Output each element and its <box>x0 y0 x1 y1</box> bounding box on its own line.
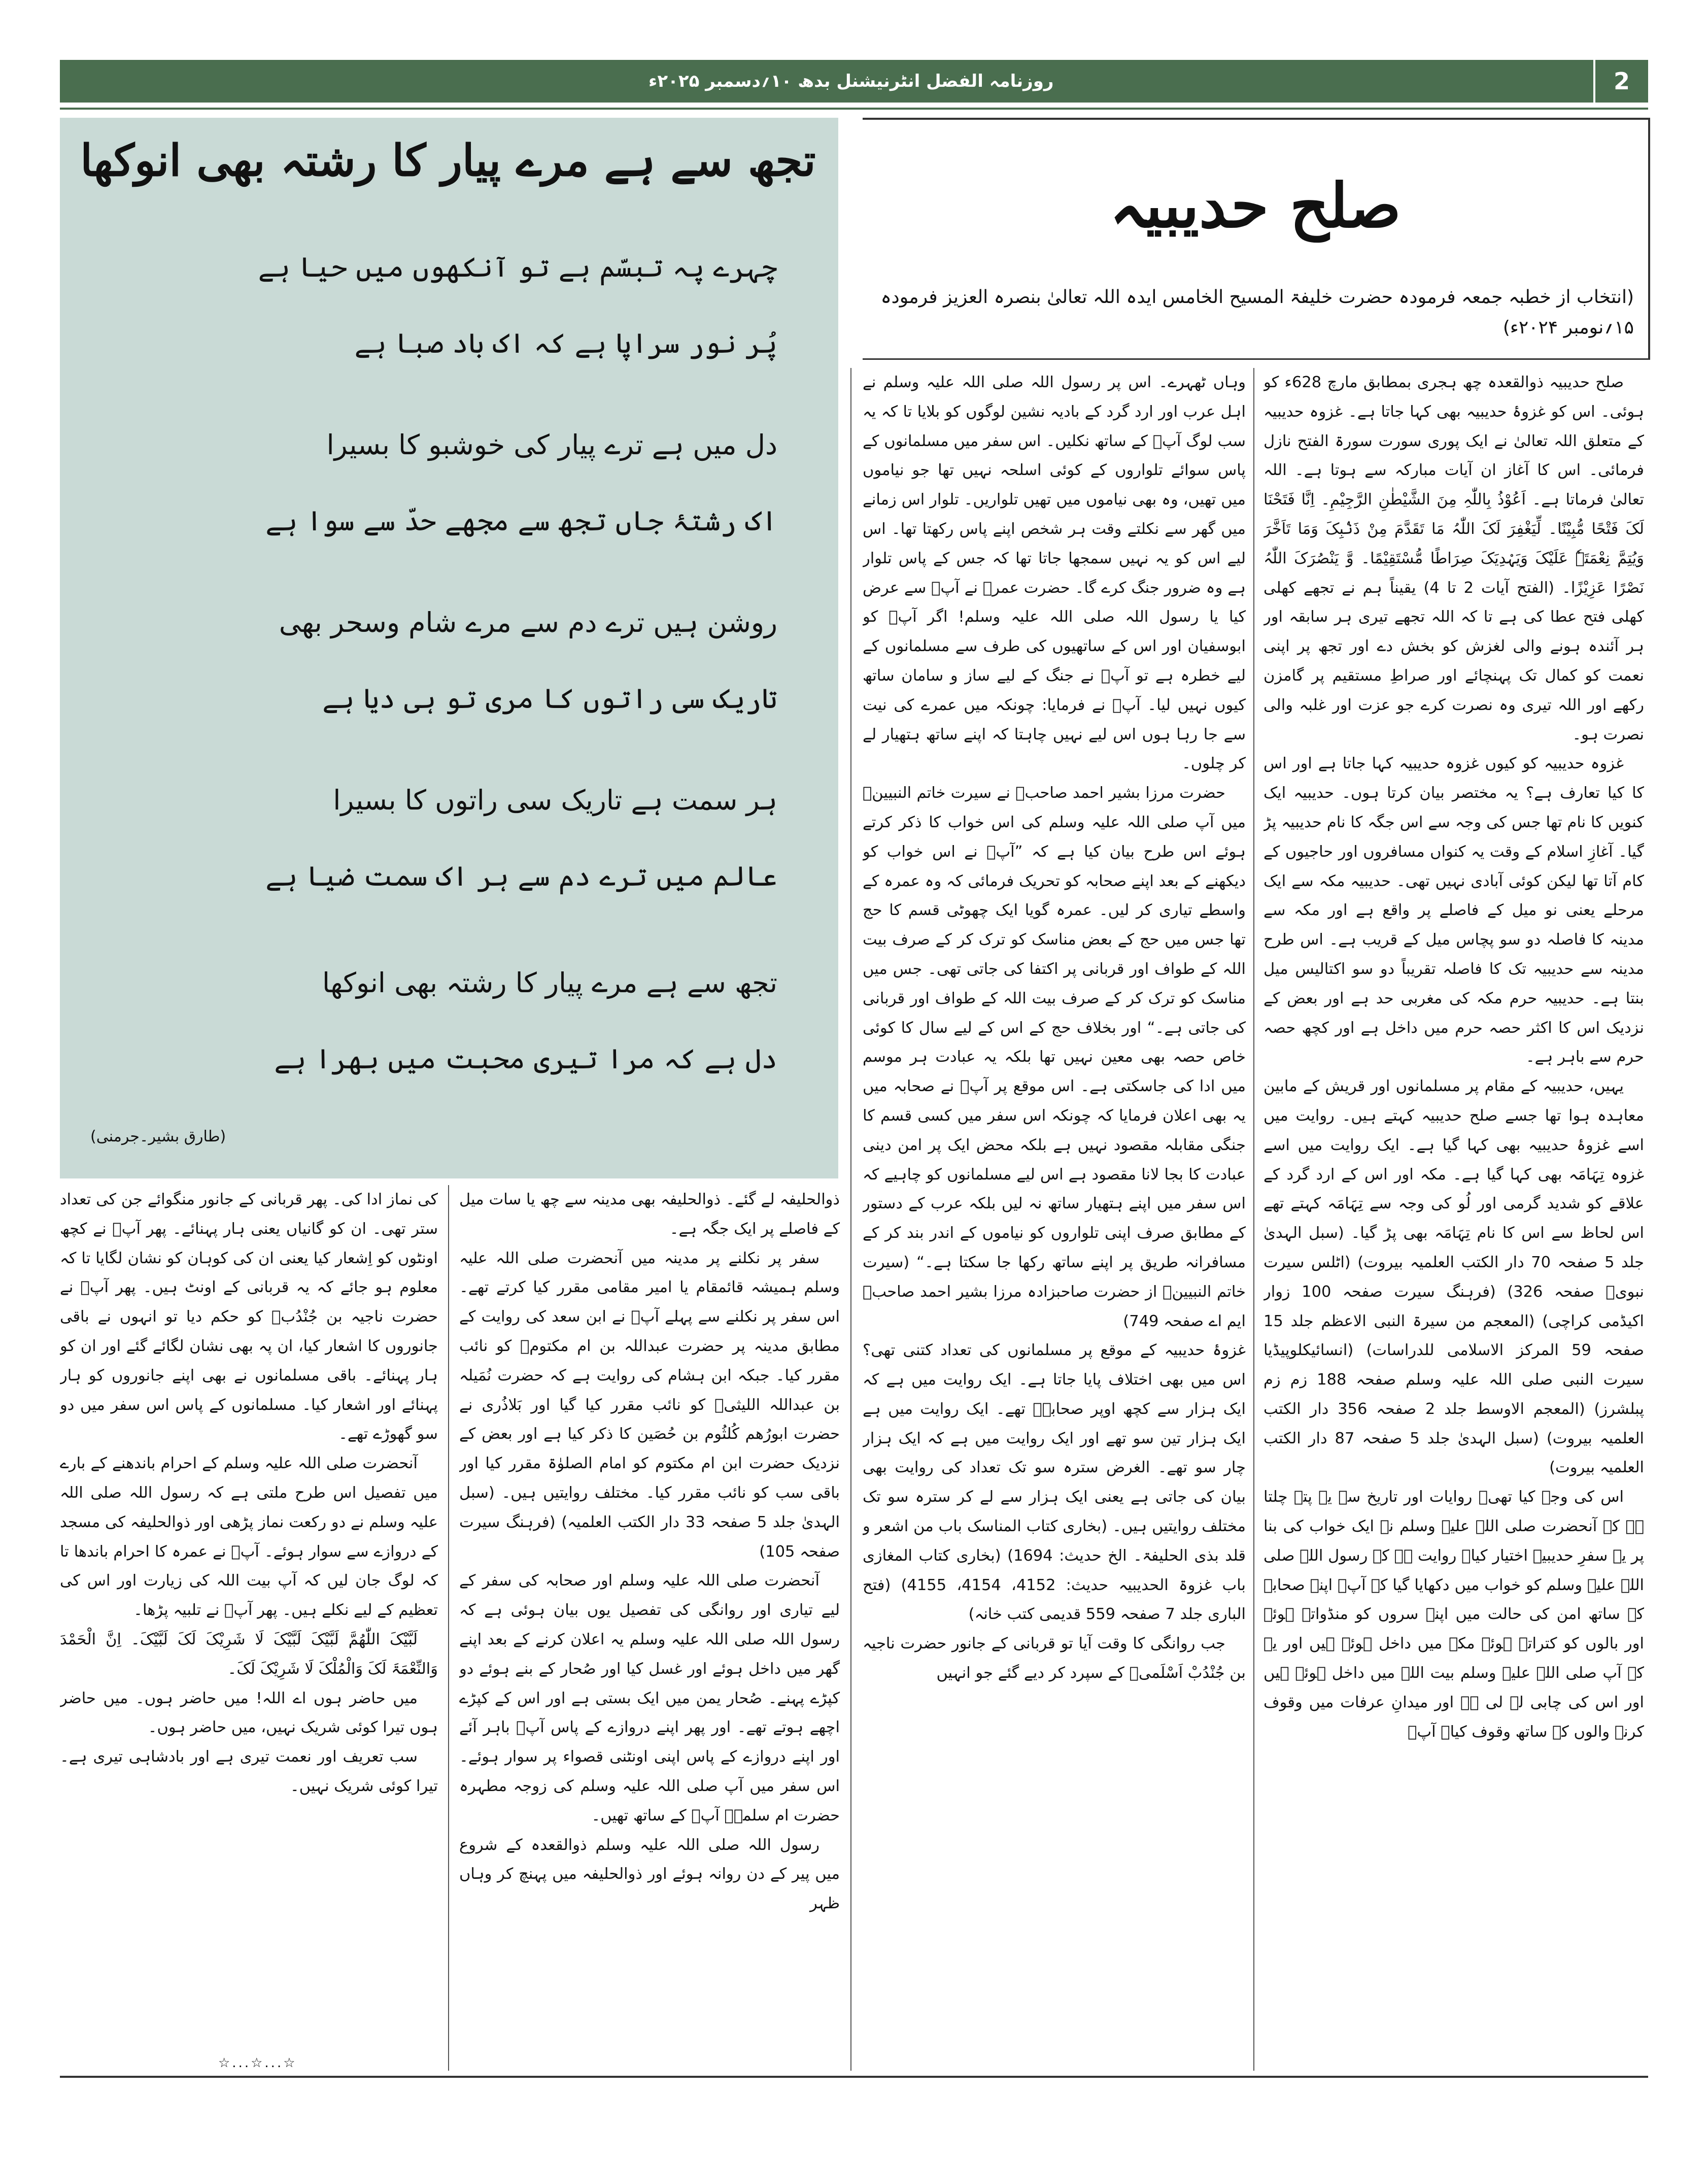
newspaper-header-title: روزنامہ الفضل انٹرنیشنل بدھ ۱۰؍دسمبر ۲۰۲۵ء <box>648 71 1054 91</box>
article-column-2 <box>863 368 1246 2071</box>
poem-verse: دل میں ہے ترے پیار کی خوشبو کا بسیرا <box>326 429 777 461</box>
poem-verse: چہرے پہ تبسّم ہے تو آنکھوں میں حیا ہے <box>258 251 777 283</box>
article-paragraph: جب روانگی کا وقت آیا تو قربانی کے جانور حضرت ناجیہ بن جُنْدُبْ اَسْلَمیؓ کے سپرد کر دیے گئے جو انہیں <box>863 1635 1246 1682</box>
poem-title: تجھ سے ہے مرے پیار کا رشتہ بھی انوکھا <box>80 135 816 186</box>
article-column-1 <box>1263 368 1644 2071</box>
bottom-rule <box>60 2076 1648 2078</box>
poem-stanza <box>194 407 777 559</box>
article-paragraph: آنحضرت صلی اللہ علیہ وسلم اور صحابہ کی سفر کے لیے تیاری اور روانگی کی تفصیل یوں بیان ہوئی ہے کہ رسول اللہ صلی اللہ علیہ وسلم یہ اعلان کرنے کے بعد اپنے گھر میں داخل ہوئے اور غسل کیا اور صُحار کے بنے ہوئے دو کپڑے پہنے۔ صُحار یمن میں ایک بستی ہے اور اس کے کپڑے اچھے ہوتے تھے۔ اور پھر اپنے دروازے کے پاس آپؐ باہر آئے اور اپنے دروازے کے پاس اپنی اونٹنی قصواء پر سوار ہوئے۔ اس سفر میں آپ صلی اللہ علیہ وسلم کی زوجہ مطہرہ حضرت ام سلمہؓ آپؐ کے ساتھ تھیں۔ <box>459 1572 840 1825</box>
poem-verse: دل ہے کہ مرا تیری محبت میں بھرا ہے <box>274 1043 777 1075</box>
end-mark: ☆...☆...☆ <box>218 2055 297 2071</box>
article-paragraph: سب تعریف اور نعمت تیری ہے اور بادشاہی تیری ہے۔ تیرا کوئی شریک نہیں۔ <box>60 1748 438 1795</box>
column-divider <box>448 1185 449 2071</box>
article-paragraph: غزوہ حدیبیہ کو کیوں غزوہ حدیبیہ کہا جاتا ہے اور اس کا کیا تعارف ہے؟ یہ مختصر بیان کرتا ہوں۔ حدیبیہ ایک کنویں کا نام تھا جس کی وجہ سے اس جگہ کا نام حدیبیہ پڑ گیا۔ آغازِ اسلام کے وقت یہ کنواں مسافروں اور حاجیوں کے کام آتا تھا لیکن کوئی آبادی نہیں تھی۔ حدیبیہ مکہ سے ایک مرحلے یعنی نو میل کے فاصلے پر واقع ہے اور مکہ سے مدینہ کا فاصلہ دو سو پچاس میل کے قریب ہے۔ اس طرح مدینہ سے حدیبیہ تک کا فاصلہ تقریباً دو سو اکتالیس میل بنتا ہے۔ حدیبیہ حرم مکہ کی مغربی حد ہے اور بعض کے نزدیک اس کا اکثر حصہ حرم میں داخل ہے اور کچھ حصہ حرم سے باہر ہے۔ <box>1263 755 1644 1066</box>
poem-verse: روشن ہیں ترے دم سے مرے شام وسحر بھی <box>279 606 777 638</box>
article-paragraph: وہاں ٹھہرے۔ اس پر رسول اللہ صلی اللہ علیہ وسلم نے اہل عرب اور ارد گرد کے بادیہ نشین لوگوں کو بلایا تا کہ یہ سب لوگ آپؐ کے ساتھ نکلیں۔ اس سفر میں مسلمانوں کے پاس سوائے تلواروں کے کوئی اسلحہ نہیں تھا جو نیاموں میں تھیں، وہ بھی نیاموں میں تھیں تلواریں۔ تلوار اس زمانے میں گھر سے نکلتے وقت ہر شخص اپنے پاس رکھتا تھا۔ اس لیے اس کو یہ نہیں سمجھا جاتا تھا کہ جس کے پاس تلوار ہے وہ ضرور جنگ کرے گا۔ حضرت عمرؓ نے آپؐ سے عرض کیا یا رسول اللہ صلی اللہ علیہ وسلم! اگر آپؐ کو ابوسفیان اور اس کے ساتھیوں کی طرف سے مسلمانوں کے لیے خطرہ ہے تو آپؐ نے جنگ کے لیے ساز و سامان ساتھ کیوں نہیں لیا۔ آپؐ نے فرمایا: چونکہ میں عمرے کی نیت سے جا رہا ہوں اس لیے نہیں چاہتا کہ اپنے ساتھ ہتھیار لے کر چلوں۔ <box>863 374 1246 773</box>
article-paragraph: رسول اللہ صلی اللہ علیہ وسلم ذوالقعدہ کے شروع میں پیر کے دن روانہ ہوئے اور ذوالحلیفہ میں پہنچ کر وہاں ظہر <box>459 1836 840 1913</box>
article-paragraph: ذوالحلیفہ لے گئے۔ ذوالحلیفہ بھی مدینہ سے چھ یا سات میل کے فاصلے پر ایک جگہ ہے۔ <box>459 1191 840 1238</box>
poem-stanza <box>194 762 777 915</box>
article-header-box <box>863 118 1650 360</box>
column-divider <box>850 368 851 2071</box>
poem-verse: پُر نور سراپا ہے کہ اک باد صبا ہے <box>354 327 777 359</box>
poem-box <box>60 118 838 1178</box>
article-subtitle: (انتخاب از خطبہ جمعہ فرمودہ حضرت خلیفۃ المسیح الخامس ایدہ اللہ تعالیٰ بنصرہ العزیز فرمودہ ۱۵؍نومبر ۲۰۲۴ء) <box>880 287 1634 338</box>
article-paragraph: صلح حدیبیہ ذوالقعدہ چھ ہجری بمطابق مارچ 628ء کو ہوئی۔ اس کو غزوۂ حدیبیہ بھی کہا جاتا ہے۔ غزوہ حدیبیہ کے متعلق اللہ تعالیٰ نے ایک پوری سورت سورۃ الفتح نازل فرمائی۔ اس کا آغاز ان آیات مبارکہ سے ہوتا ہے۔ اللہ تعالیٰ فرماتا ہے۔ اَعُوْذُ بِاللّٰہِ مِنَ الشَّیْطٰنِ الرَّجِیْمِ۔ اِنَّا فَتَحْنَا لَکَ فَتْحًا مُّبِیْنًا۔ لِّیَغْفِرَ لَکَ اللّٰہُ مَا تَقَدَّمَ مِنْ ذَنْۢبِکَ وَمَا تَاَخَّرَ وَیُتِمَّ نِعْمَتَہٗ عَلَیْکَ وَیَہْدِیَکَ صِرَاطًا مُّسْتَقِیْمًا۔ وَّ یَنْصُرَکَ اللّٰہُ نَصْرًا عَزِیْزًا۔ (الفتح آیات 2 تا 4) یقیناً ہم نے تجھے کھلی کھلی فتح عطا کی ہے تا کہ اللہ تجھے تیری ہر سابقہ اور ہر آئندہ ہونے والی لغزش کو بخش دے اور تجھ پر اپنی نعمت کو کمال تک پہنچائے اور صراطِ مستقیم پر گامزن رکھے اور اللہ تیری وہ نصرت کرے جو عزت اور غلبہ والی نصرت ہو۔ <box>1263 374 1644 744</box>
poem-verse: ہر سمت ہے تاریک سی راتوں کا بسیرا <box>333 784 777 816</box>
poem-stanza <box>194 229 777 382</box>
article-paragraph: سفر پر نکلنے پر مدینہ میں آنحضرت صلی اللہ علیہ وسلم ہمیشہ قائمقام یا امیر مقامی مقرر کیا کرتے تھے۔ اس سفر پر نکلنے سے پہلے آپؐ نے ابن سعد کی روایت کے مطابق مدینہ پر حضرت عبداللہ بن ام مکتومؓ کو نائب مقرر کیا۔ جبکہ ابن ہشام کی روایت ہے کہ حضرت نُمَیلہ بن عبداللہ اللیثیؓ کو نائب مقرر کیا گیا اور بَلاذُری نے حضرت ابورُھم کُلثُوم بن حُصَین کا ذکر کیا ہے اور بعض کے نزدیک حضرت ابن ام مکتوم کو امام الصلوٰۃ مقرر کیا اور باقی سب کو نائب مقرر کیا۔ مختلف روایتیں ہیں۔ (سبل الہدیٰ جلد 5 صفحہ 33 دار الکتب العلمیہ) (فرہنگ سیرت صفحہ 105) <box>459 1249 840 1561</box>
top-rule <box>60 108 1648 110</box>
article-paragraph: حضرت مرزا بشیر احمد صاحبؓ نے سیرت خاتم النبیینؐ میں آپ صلی اللہ علیہ وسلم کی اس خواب کا ذکر کرتے ہوئے اس طرح بیان کیا ہے کہ ”آپؐ نے اس خواب کو دیکھنے کے بعد اپنے صحابہ کو تحریک فرمائی کہ وہ عمرہ کے واسطے تیاری کر لیں۔ عمرہ گویا ایک چھوٹی قسم کا حج تھا جس میں حج کے بعض مناسک کو ترک کر کے صرف بیت اللہ کے طواف اور قربانی پر اکتفا کی جاتی تھی۔ جس میں مناسک کو ترک کر کے صرف بیت اللہ کے طواف اور قربانی کی جاتی ہے۔“ اور بخلاف حج کے اس کے لیے سال کا کوئی خاص حصہ بھی معین نہیں تھا بلکہ یہ عبادت ہر موسم میں ادا کی جاسکتی ہے۔ اس موقع پر آپؐ نے صحابہ میں یہ بھی اعلان فرمایا کہ چونکہ اس سفر میں کسی قسم کا جنگی مقابلہ مقصود نہیں ہے بلکہ محض ایک پر امن دینی عبادت کا بجا لانا مقصود ہے اس لیے مسلمانوں کو چاہیے کہ اس سفر میں اپنے ہتھیار ساتھ نہ لیں بلکہ عرب کے دستور کے مطابق صرف اپنی تلواروں کو نیاموں کے اندر بند کر کے مسافرانہ طریق پر اپنے ساتھ رکھا جا سکتا ہے۔“ (سیرت خاتم النبیینؐ از حضرت صاحبزادہ مرزا بشیر احمد صاحبؓ ایم اے صفحہ 749) <box>863 784 1246 1330</box>
poem-verse: عالم میں ترے دم سے ہر اک سمت ضیا ہے <box>265 860 777 892</box>
article-paragraph: میں حاضر ہوں اے اللہ! میں حاضر ہوں۔ میں حاضر ہوں تیرا کوئی شریک نہیں، میں حاضر ہوں۔ <box>60 1689 438 1737</box>
article-paragraph: یہیں، حدیبیہ کے مقام پر مسلمانوں اور قریش کے مابین معاہدہ ہوا تھا جسے صلح حدیبیہ کہتے ہیں۔ روایت میں اسے غزوۂ حدیبیہ بھی کہا گیا ہے۔ ایک روایت میں اسے غزوہ تِہَامَہ بھی کہا گیا ہے۔ مکہ اور اس کے ارد گرد کے علاقے کو شدید گرمی اور لُو کی وجہ سے تِہَامَہ کہتے تھے اس لحاظ سے اس کا نام تِہَامَہ بھی پڑ گیا۔ (سبل الہدیٰ جلد 5 صفحہ 70 دار الکتب العلمیہ بیروت) (اٹلس سیرت نبویؐ صفحہ 326) (فرہنگ سیرت صفحہ 100 زوار اکیڈمی کراچی) (المعجم من سیرۃ النبی الاعظم جلد 15 صفحہ 59 المرکز الاسلامی للدراسات) (انسائیکلوپیڈیا سیرت النبی صلی اللہ علیہ وسلم صفحہ 188 زم زم پبلشرز) (المعجم الاوسط جلد 2 صفحہ 356 دار الکتب العلمیہ بیروت) (سبل الہدیٰ جلد 5 صفحہ 87 دار الکتب العلمیہ بیروت) <box>1263 1077 1644 1477</box>
article-column-4 <box>60 1185 438 2048</box>
poem-verse: تاریک سی راتوں کا مری تو ہی دیا ہے <box>322 683 777 715</box>
poem-stanza <box>194 945 777 1097</box>
page-number: 2 <box>1593 60 1648 103</box>
article-paragraph: آنحضرت صلی اللہ علیہ وسلم کے احرام باندھنے کے بارے میں تفصیل اس طرح ملتی ہے کہ رسول اللہ صلی اللہ علیہ وسلم نے دو رکعت نماز پڑھی اور ذوالحلیفہ کی مسجد کے دروازے سے سوار ہوئے۔ آپؐ نے عمرہ کا احرام باندھا تا کہ لوگ جان لیں کہ آپ بیت اللہ کی زیارت اور اس کی تعظیم کے لیے نکلے ہیں۔ پھر آپؐ نے تلبیہ پڑھا۔ <box>60 1455 438 1620</box>
article-column-3 <box>459 1185 840 2071</box>
poem-stanza <box>194 585 777 737</box>
header-bar <box>60 60 1648 103</box>
poem-verse: تجھ سے ہے مرے پیار کا رشتہ بھی انوکھا <box>322 967 777 999</box>
article-title: صلح حدیبیہ <box>1109 170 1402 242</box>
article-paragraph: لَبَّیْکَ اللّٰھُمَّ لَبَّیْکَ لَبَّیْکَ لَا شَرِیْکَ لَکَ لَبَّیْکَ۔ اِنَّ الْحَمْدَ وَالنِّعْمَۃَ لَکَ وَالْمُلْکَ لَا شَرِیْکَ لَکَ۔ <box>60 1630 438 1678</box>
poet-credit: (طارق بشیر۔جرمنی) <box>90 1128 226 1145</box>
poem-verse: اک رشتۂ جاں تجھ سے مجھے حدّ سے سوا ہے <box>265 505 777 537</box>
article-paragraph: کی نماز ادا کی۔ پھر قربانی کے جانور منگوائے جن کی تعداد ستر تھی۔ ان کو گانیاں یعنی ہار پہنائے۔ پھر آپؐ نے کچھ اونٹوں کو اِشعار کیا یعنی ان کی کوہان کو نشان لگایا تا کہ معلوم ہو جائے کہ یہ قربانی کے اونٹ ہیں۔ پھر آپؐ نے حضرت ناجیہ بن جُنْدُبؓ کو حکم دیا تو انہوں نے باقی جانوروں کا اشعار کیا، ان پہ بھی نشان لگائے گئے اور ان کو ہار پہنائے۔ باقی مسلمانوں نے بھی اپنے جانوروں کو ہار پہنائے اور اشعار کیا۔ مسلمانوں کے پاس اس سفر میں دو سو گھوڑے تھے۔ <box>60 1191 438 1443</box>
article-paragraph: غزوۂ حدیبیہ کے موقع پر مسلمانوں کی تعداد کتنی تھی؟ اس میں بھی اختلاف پایا جاتا ہے۔ ایک روایت میں ہے کہ ایک ہزار سے کچھ اوپر صحابہؓ تھے۔ ایک روایت میں ہے ایک ہزار تین سو تھے اور ایک روایت میں ہے کہ ایک ہزار چار سو تھے۔ الغرض سترہ سو تک تعداد کی روایت بھی بیان کی جاتی ہے یعنی ایک ہزار سے لے کر سترہ سو تک مختلف روایتیں ہیں۔ (بخاری کتاب المناسک باب من اشعر و قلد بذی الحلیفۃ۔ الخ حدیث: 1694) (بخاری کتاب المغازی باب غزوۃ الحدیبیہ حدیث: 4152، 4154، 4155) (فتح الباری جلد 7 صفحہ 559 قدیمی کتب خانہ) <box>863 1341 1246 1624</box>
article-paragraph: اس کی وجہ کیا تھی۔ روایات اور تاریخ سے یہ پتہ چلتا ہے کہ آنحضرت صلی اللہ علیہ وسلم نے ایک خواب کی بنا پر یہ سفرِ حدیبیہ اختیار کیا۔ روایت ہے کہ رسول اللہ صلی اللہ علیہ وسلم کو خواب میں دکھایا گیا کہ آپؐ اپنے صحابہ کے ساتھ امن کی حالت میں اپنے سروں کو منڈواتے ہوئے اور بالوں کو کتراتے ہوئے مکہ میں داخل ہوئے ہیں اور یہ کہ آپ صلی اللہ علیہ وسلم بیت اللہ میں داخل ہوئے ہیں اور اس کی چابی لے لی ہے اور میدانِ عرفات میں وقوف کرنے والوں کے ساتھ وقوف کیا۔ آپؐ <box>1263 1488 1644 1741</box>
column-divider <box>1253 368 1254 2071</box>
